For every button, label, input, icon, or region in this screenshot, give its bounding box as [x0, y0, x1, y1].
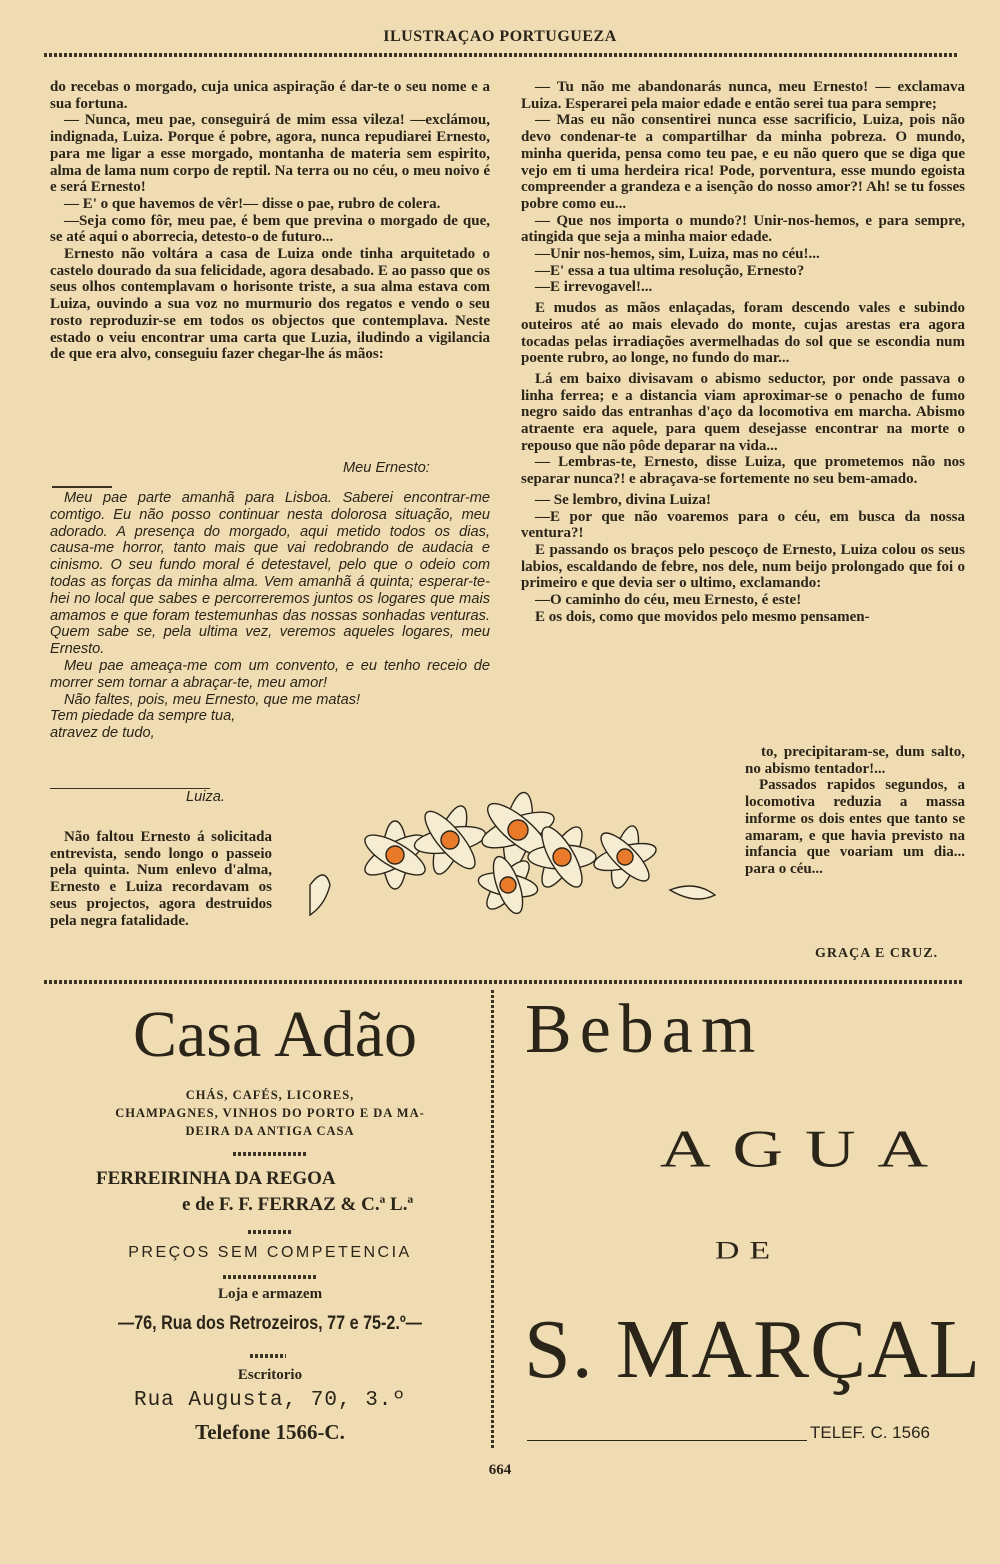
paragraph: —E por que não voaremos para o céu, em busca da nossa ventura?!: [521, 508, 965, 542]
right-column-text: [521, 79, 965, 626]
ad-divider: [491, 990, 494, 1450]
right-column-ending: [745, 744, 965, 878]
ad-store-address: —76, Rua dos Retrozeiros, 77 e 75-2.º—: [118, 1313, 422, 1334]
ad-ornament: [248, 1230, 293, 1234]
ad-casa-adao-title: Casa Adão: [132, 998, 418, 1071]
letter-paragraph: Meu pae ameaça-me com um convento, e eu tenho receio de morrer sem tornar a abraçar-te, meu amor!: [50, 657, 490, 691]
paragraph: —E' essa a tua ultima resolução, Ernesto?: [535, 262, 805, 279]
ad-de: DE: [714, 1236, 781, 1265]
ad-firm-name: e de F. F. FERRAZ & C.ª L.ª: [182, 1194, 414, 1215]
letter-salutation: Meu Ernesto:: [343, 460, 430, 476]
paragraph: Ernesto não voltára a casa de Luiza onde tinha arquitetado o castelo dourado da sua felicidade, agora desabado. E ao passo que os seus olhos contemplavam o horisonte triste, a sua alma estava com Luiza, ouvindo a sua voz no murmurio dos regatos e vendo o seu rosto reproduzir-se em todos os objectos que contemplava. Neste estado o veiu encontrar uma carta que Luzia, iludindo a vigilancia de que era alvo, conseguiu fazer chegar-lhe ás mãos:: [50, 246, 490, 363]
left-column-text: [50, 79, 490, 363]
paragraph: —E irrevogavel!...: [535, 279, 653, 296]
paragraph: E passando os braços pelo pescoço de Ernesto, Luiza colou os seus labios, escaldando de febre, nos dele, num beijo prolongado que foi o primeiro e que devia ser o ultimo, exclamando:: [521, 541, 965, 592]
flowers-illustration: [300, 785, 720, 935]
ad-office-address: Rua Augusta, 70, 3.º: [133, 1389, 407, 1412]
ad-products-line: DEIRA DA ANTIGA CASA: [185, 1124, 355, 1138]
ad-products-line: CHAMPAGNES, VINHOS DO PORTO E DA MA-: [115, 1106, 425, 1120]
ad-ornament: [223, 1275, 318, 1279]
paragraph: E os dois, como que movidos pelo mesmo pensamen-: [535, 608, 870, 625]
letter-ornament: [52, 486, 112, 488]
paragraph: — Mas eu não consentirei nunca esse sacrificio, Luiza, pois não devo condenar-te a compartilhar da minha pobreza. O mundo, minha querida, pensa como teu pae, e eu não quero que se diga que vejo em ti uma herdeira rica! Pode, porventura, esse mundo egoista compreender a grandeza e a isenção do nosso amor?! Ah! se tu fosses pobre como eu...: [521, 112, 965, 212]
left-column-ending: [50, 829, 272, 929]
header-rule: [44, 53, 958, 57]
paragraph: —Seja como fôr, meu pae, é bem que previna o morgado de que, se até aqui o aborrecia, detesto-o de futuro...: [50, 212, 490, 246]
paragraph: E mudos as mãos enlaçadas, foram descendo vales e subindo outeiros até ao mais elevado do monte, cujas arestas era agora tocadas pelas irradiações avermelhadas do sol que se escondia num poente rubro, ao longe, no fundo do mar...: [521, 300, 965, 367]
paragraph: — Lembras-te, Ernesto, disse Luiza, que prometemos não nos separar nunca?! e abraçava-se fortemente no seu bem-amado.: [521, 454, 965, 488]
ad-right-phone: TELEF. C. 1566: [810, 1423, 931, 1442]
author-signature: GRAÇA E CRUZ.: [815, 946, 939, 961]
paragraph: —O caminho do céu, meu Ernesto, é este!: [535, 592, 802, 609]
running-header: ILUSTRAÇAO PORTUGUEZA: [383, 28, 617, 45]
paragraph: — Que nos importa o mundo?! Unir-nos-hemos, e para sempre, atingida que seja a minha maior edade.: [521, 212, 965, 246]
paragraph: — Se lembro, divina Luiza!: [535, 491, 711, 508]
letter-paragraph: Não faltes, pois, meu Ernesto, que me matas!: [64, 691, 361, 708]
letter-closing: atravez de tudo,: [50, 725, 155, 742]
section-rule: [44, 980, 964, 984]
ad-agua: AGUA: [659, 1120, 951, 1179]
ad-store-label: Loja e armazem: [217, 1286, 323, 1302]
letter-signature: Luiza.: [186, 789, 225, 805]
paragraph: —Unir nos-hemos, sim, Luiza, mas no céu!...: [535, 246, 820, 263]
paragraph: do recebas o morgado, cuja unica aspiração é dar-te o seu nome e a sua fortuna.: [50, 79, 490, 112]
ad-ornament: [233, 1152, 308, 1156]
flower: [591, 823, 659, 891]
paragraph: to, precipitaram-se, dum salto, no abismo tentador!...: [745, 744, 965, 777]
flower: [360, 821, 431, 889]
ad-office-label: Escritorio: [237, 1367, 303, 1383]
ad-products-line: CHÁS, CAFÉS, LICORES,: [185, 1088, 355, 1102]
ad-prices: PREÇOS SEM COMPETENCIA: [128, 1244, 412, 1261]
ad-phone: Telefone 1566-C.: [195, 1420, 345, 1444]
paragraph: Não faltou Ernesto á solicitada entrevista, sendo longo o passeio pela quinta. Num enlevo d'alma, Ernesto e Luiza recordavam os seus projectos, agora destruidos pela negra fatalidade.: [50, 829, 272, 929]
ad-s-marcal: S. MARÇAL: [524, 1303, 982, 1396]
flower: [477, 853, 540, 917]
page-number: 664: [488, 1462, 512, 1478]
letter-paragraph: Meu pae parte amanhã para Lisboa. Saberei encontrar-me comtigo. Eu não posso continuar nesta dolorosa situação, meu adorado. A presença do morgado, aqui metido todos os dias, causa-me horror, tanto mais que vai redobrando de audacia e cinismo. O seu fundo moral é detestavel, pelo que o odeio com todas as forças da minha alma. Vem amanhã á quinta; esperar-te-hei no local que sabes e percorreremos juntos os logares que mais amamos e que foram testemunhas das nossas sonhadas venturas. Quem sabe se, pela ultima vez, veremos aqueles logares, meu Ernesto.: [50, 490, 490, 658]
paragraph: — E' o que havemos de vêr!— disse o pae, rubro de colera.: [64, 195, 441, 212]
paragraph: Lá em baixo divisavam o abismo seductor, por onde passava o linha ferrea; e a distancia viam aproximar-se o penacho de fumo negro saido das entranhas d'aço da locomotiva em marcha. Abismo atraente era aquele, para quem desejasse encontrar na morte o repouso que não pôde deparar na vida...: [521, 370, 965, 454]
paragraph: Passados rapidos segundos, a locomotiva reduzia a massa informe os dois entes que tanto se amaram, e que havia previsto na infancia que voariam um dia... para o céu...: [745, 777, 965, 877]
letter-body: [50, 490, 490, 742]
paragraph: — Nunca, meu pae, conseguirá de mim essa vileza! —exclámou, indignada, Luiza. Porque é pobre, agora, nunca repudiarei Ernesto, para me ligar a esse morgado, montanha de materia sem espirito, alma de lama num corpo de reptil. Na terra ou no céu, o meu noivo é e será Ernesto!: [50, 112, 490, 196]
ad-firm-name: FERREIRINHA DA REGOA: [96, 1168, 336, 1189]
ad-phone-rule: [527, 1440, 807, 1441]
ad-bebam: Bebam: [525, 991, 764, 1068]
paragraph: — Tu não me abandonarás nunca, meu Ernesto! — exclamava Luiza. Esperarei pela maior edade e então serei tua para sempre;: [521, 79, 965, 112]
letter-closing: Tem piedade da sempre tua,: [50, 708, 236, 725]
ad-ornament: [250, 1354, 286, 1358]
